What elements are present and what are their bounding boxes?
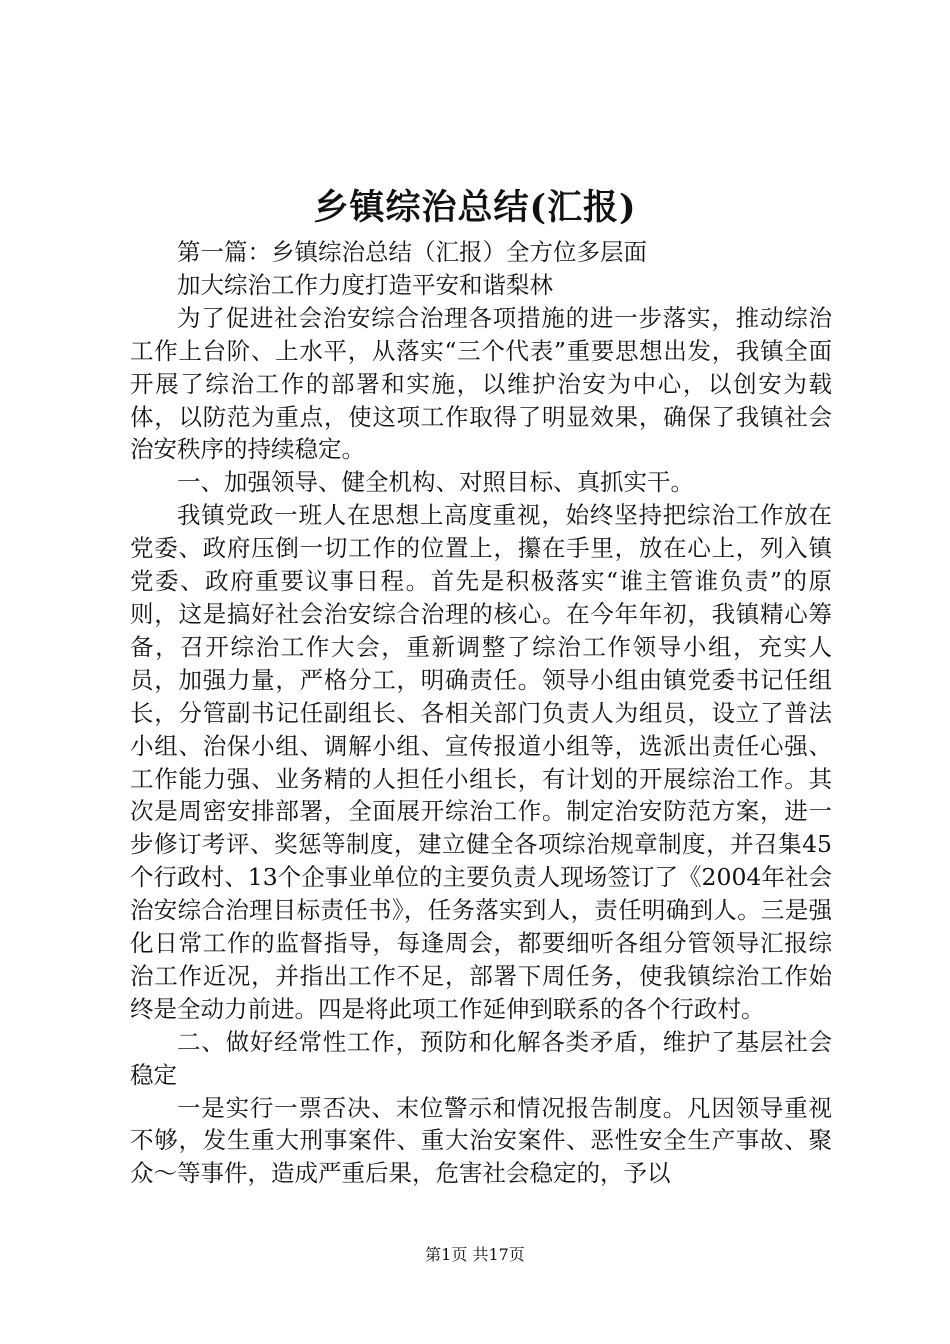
section-heading-1: 一、加强领导、健全机构、对照目标、真抓实干。: [177, 468, 694, 497]
paragraph-intro: 为了促进社会治安综合治理各项措施的进一步落实，推动综治工作上台阶、上水平，从落实“三个代表”重要思想出发，我镇全面开展了综治工作的部署和实施，以维护治安为中心，以创安为载体，以防范为重点，使这项工作取得了明显效果，确保了我镇社会治安秩序的持续稳定。: [130, 303, 832, 464]
paragraph-section-1: 我镇党政一班人在思想上高度重视，始终坚持把综治工作放在党委、政府压倒一切工作的位置上，攥在手里，放在心上，列入镇党委、政府重要议事日程。首先是积极落实“谁主管谁负责”的原则，这是搞好社会治安综合治理的核心。在今年年初，我镇精心筹备，召开综治工作大会，重新调整了综治工作领导小组，充实人员，加强力量，严格分工，明确责任。领导小组由镇党委书记任组长，分管副书记任副组长、各相关部门负责人为组员，设立了普法小组、治保小组、调解小组、宣传报道小组等，选派出责任心强、工作能力强、业务精的人担任小组长，有计划的开展综治工作。其次是周密安排部署，全面展开综治工作。制定治安防范方案，进一步修订考评、奖惩等制度，建立健全各项综治规章制度，并召集45个行政村、13个企事业单位的主要负责人现场签订了《2004年社会治安综合治理目标责任书》，任务落实到人，责任明确到人。三是强化日常工作的监督指导，每逢周会，都要细听各组分管领导汇报综治工作近况，并指出工作不足，部署下周任务，使我镇综治工作始终是全动力前进。四是将此项工作延伸到联系的各个行政村。: [130, 501, 832, 1023]
paragraph-subtitle-1: 第一篇：乡镇综治总结（汇报）全方位多层面: [177, 238, 647, 266]
paragraph-section-2: 一是实行一票否决、末位警示和情况报告制度。凡因领导重视不够，发生重大刑事案件、重大治安案件、恶性安全生产事故、聚众～等事件，造成严重后果，危害社会稳定的，予以: [130, 1093, 832, 1188]
section-heading-2: 二、做好经常性工作，预防和化解各类矛盾，维护了基层社会稳定: [130, 1027, 832, 1089]
page-footer: 第1页 共17页: [425, 1245, 525, 1264]
paragraph-subtitle-2: 加大综治工作力度打造平安和谐梨林: [177, 270, 553, 299]
document-body: [130, 236, 832, 1190]
document-title: 乡镇综治总结(汇报): [313, 187, 637, 228]
